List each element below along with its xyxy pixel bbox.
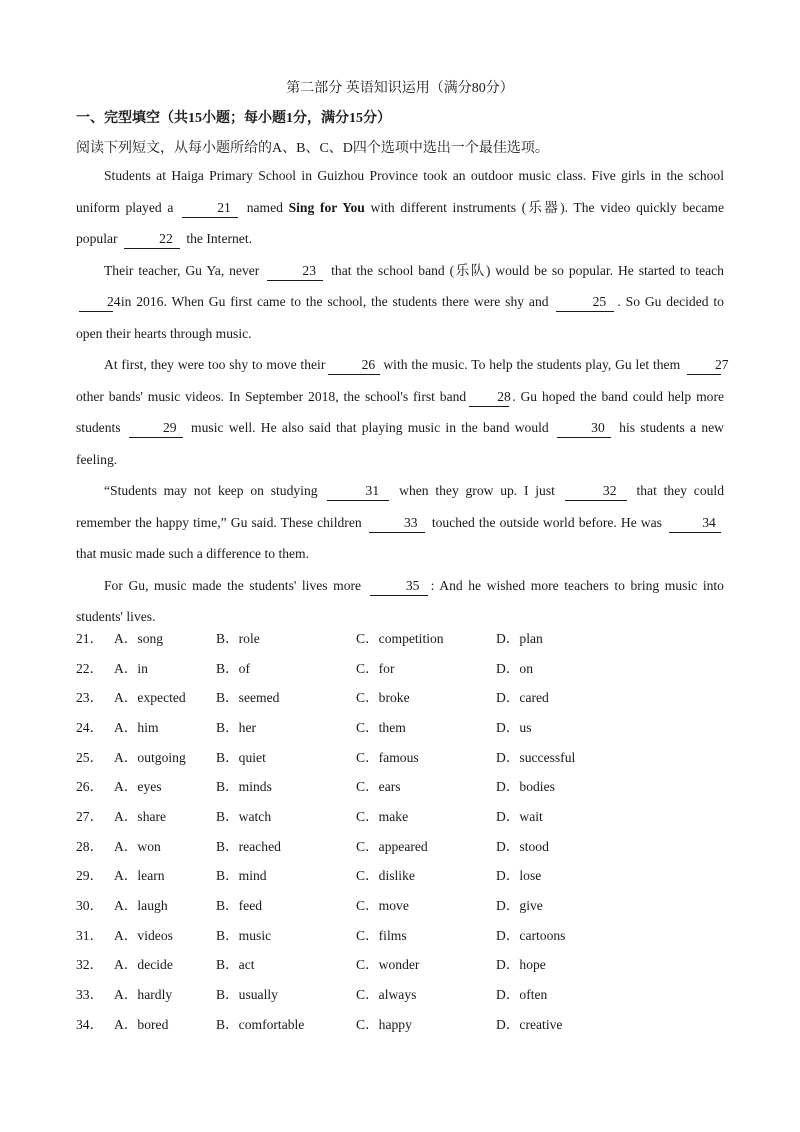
question-row [76, 770, 736, 800]
passage-text: At first, they were too shy to move their [104, 357, 326, 372]
option-b: B．quiet [216, 749, 266, 765]
paragraph-4 [76, 475, 724, 570]
passage-text: in 2016. When Gu first came to the school, the students there were shy and [120, 294, 549, 309]
option-a: A．song [114, 630, 164, 646]
question-row [76, 830, 736, 860]
option-c: C．broke [356, 690, 410, 706]
passage-text: that music made such a difference to them. [76, 546, 310, 561]
option-d: D．give [496, 898, 543, 914]
blank-25: 25 [556, 293, 614, 312]
option-d: D．on [496, 660, 534, 676]
question-row [76, 741, 736, 771]
question-number: 25． [76, 749, 104, 765]
option-b: B．of [216, 660, 250, 676]
passage-text: “Students may not keep on studying [104, 483, 318, 498]
question-number: 26． [76, 779, 104, 795]
passage-text: . So Gu decided to open their hearts through music. [76, 294, 724, 341]
option-d: D．us [496, 719, 532, 735]
option-b: B．comfortable [216, 1016, 305, 1032]
option-c: C．move [356, 898, 409, 914]
option-a: A．in [114, 660, 148, 676]
instruction-text: 阅读下列短文，从每小题所给的A、B、C、D四个选项中选出一个最佳选项。 [76, 141, 549, 156]
option-a: A．decide [114, 957, 173, 973]
blank-22: 22 [124, 230, 180, 249]
option-c: C．appeared [356, 838, 428, 854]
question-number: 23． [76, 690, 104, 706]
passage-text: Students at Haiga Primary School in Guizhou Province took an outdoor music class. Five girls in the school uniform played a [76, 168, 724, 215]
question-number: 21． [76, 630, 104, 646]
option-a: A．eyes [114, 779, 162, 795]
option-b: B．act [216, 957, 255, 973]
question-row [76, 1008, 736, 1038]
blank-23: 23 [267, 262, 323, 281]
passage-text: : And he wished more teachers to bring music into students' lives. [76, 577, 724, 624]
question-row [76, 889, 736, 919]
option-c: C．them [356, 719, 406, 735]
option-d: D．hope [496, 957, 546, 973]
option-a: A．outgoing [114, 749, 186, 765]
passage-text: music well. He also said that playing music in the band would [191, 420, 549, 435]
option-d: D．creative [496, 1016, 563, 1032]
option-a: A．expected [114, 690, 186, 706]
option-d: D．successful [496, 749, 576, 765]
option-a: A．won [114, 838, 161, 854]
option-b: B．feed [216, 898, 263, 914]
question-number: 33． [76, 987, 104, 1003]
section-heading: 一、完型填空（共15小题；每小题1分，满分15分） [76, 111, 391, 126]
option-a: A．learn [114, 868, 165, 884]
option-d: D．wait [496, 808, 543, 824]
blank-26: 26 [328, 356, 380, 375]
option-d: D．bodies [496, 779, 555, 795]
passage-text: touched the outside world before. He was [431, 514, 662, 530]
passage-text: For Gu, music made the students' lives more [104, 577, 362, 593]
paragraph-1 [76, 160, 724, 255]
option-b: B．role [216, 630, 260, 646]
option-b: B．mind [216, 868, 267, 884]
page-title: 第二部分 英语知识运用（满分80分） [286, 81, 514, 96]
blank-34: 34 [669, 514, 721, 533]
option-d: D．lose [496, 868, 542, 884]
option-c: C．happy [356, 1016, 412, 1032]
question-number: 32． [76, 957, 104, 973]
question-number: 24． [76, 719, 104, 735]
option-d: D．cared [496, 690, 549, 706]
question-row [76, 681, 736, 711]
option-c: C．make [356, 808, 409, 824]
passage-text: that the school band (乐队) would be so popular. He started to teach [331, 262, 724, 278]
passage-text: the Internet. [186, 231, 253, 246]
cloze-passage [76, 160, 729, 633]
option-b: B．her [216, 719, 257, 735]
option-c: C．always [356, 987, 417, 1003]
option-c: C．for [356, 660, 395, 676]
blank-31: 31 [327, 482, 389, 501]
question-row [76, 711, 736, 741]
option-a: A．hardly [114, 987, 173, 1003]
question-number: 22． [76, 660, 104, 676]
question-row [76, 978, 736, 1008]
question-row [76, 622, 736, 652]
option-c: C．dislike [356, 868, 415, 884]
paragraph-3 [76, 349, 729, 475]
question-number: 34． [76, 1016, 104, 1032]
passage-text: other bands' music videos. In September 2018, the school's first band [76, 388, 467, 404]
question-number: 27． [76, 808, 104, 824]
blank-21: 21 [182, 199, 238, 218]
blank-29: 29 [129, 419, 183, 438]
option-b: B．reached [216, 838, 281, 854]
blank-24: 24 [79, 293, 113, 312]
option-b: B．watch [216, 808, 272, 824]
passage-text: that they could remember the happy time,” Gu said. These children [76, 483, 725, 530]
option-b: B．usually [216, 987, 278, 1003]
option-b: B．seemed [216, 690, 280, 706]
option-a: A．him [114, 719, 159, 735]
option-c: C．wonder [356, 957, 420, 973]
option-c: C．ears [356, 779, 401, 795]
passage-text: Their teacher, Gu Ya, never [104, 262, 260, 278]
blank-32: 32 [565, 482, 627, 501]
passage-text: when they grow up. I just [399, 483, 555, 498]
blank-27: 27 [687, 356, 721, 375]
option-a: A．share [114, 808, 167, 824]
option-d: D．plan [496, 630, 543, 646]
option-d: D．often [496, 987, 548, 1003]
question-number: 30． [76, 898, 104, 914]
paragraph-2 [76, 255, 724, 350]
question-row [76, 800, 736, 830]
question-row [76, 919, 736, 949]
blank-28: 28 [469, 388, 509, 407]
passage-text: . Gu hoped the band could help more students [76, 388, 725, 435]
passage-text: named [246, 199, 283, 215]
option-b: B．music [216, 927, 272, 943]
option-a: A．videos [114, 927, 173, 943]
song-title: Sing for You [288, 199, 365, 215]
option-a: A．laugh [114, 898, 168, 914]
option-a: A．bored [114, 1016, 169, 1032]
question-number: 29． [76, 868, 104, 884]
question-row [76, 652, 736, 682]
blank-33: 33 [369, 514, 425, 533]
blank-35: 35 [370, 577, 428, 596]
question-number: 31． [76, 927, 104, 943]
question-row [76, 860, 736, 890]
option-c: C．films [356, 927, 407, 943]
passage-text: with different instruments (乐器). The video quickly became popular [76, 199, 724, 246]
question-options [76, 622, 736, 1038]
option-c: C．competition [356, 630, 444, 646]
question-row [76, 949, 736, 979]
option-c: C．famous [356, 749, 419, 765]
question-number: 28． [76, 838, 104, 854]
blank-30: 30 [557, 419, 611, 438]
option-b: B．minds [216, 779, 272, 795]
option-d: D．stood [496, 838, 549, 854]
option-d: D．cartoons [496, 927, 566, 943]
passage-text: his students a new feeling. [76, 420, 724, 467]
passage-text: with the music. To help the students play, Gu let them [383, 357, 681, 372]
